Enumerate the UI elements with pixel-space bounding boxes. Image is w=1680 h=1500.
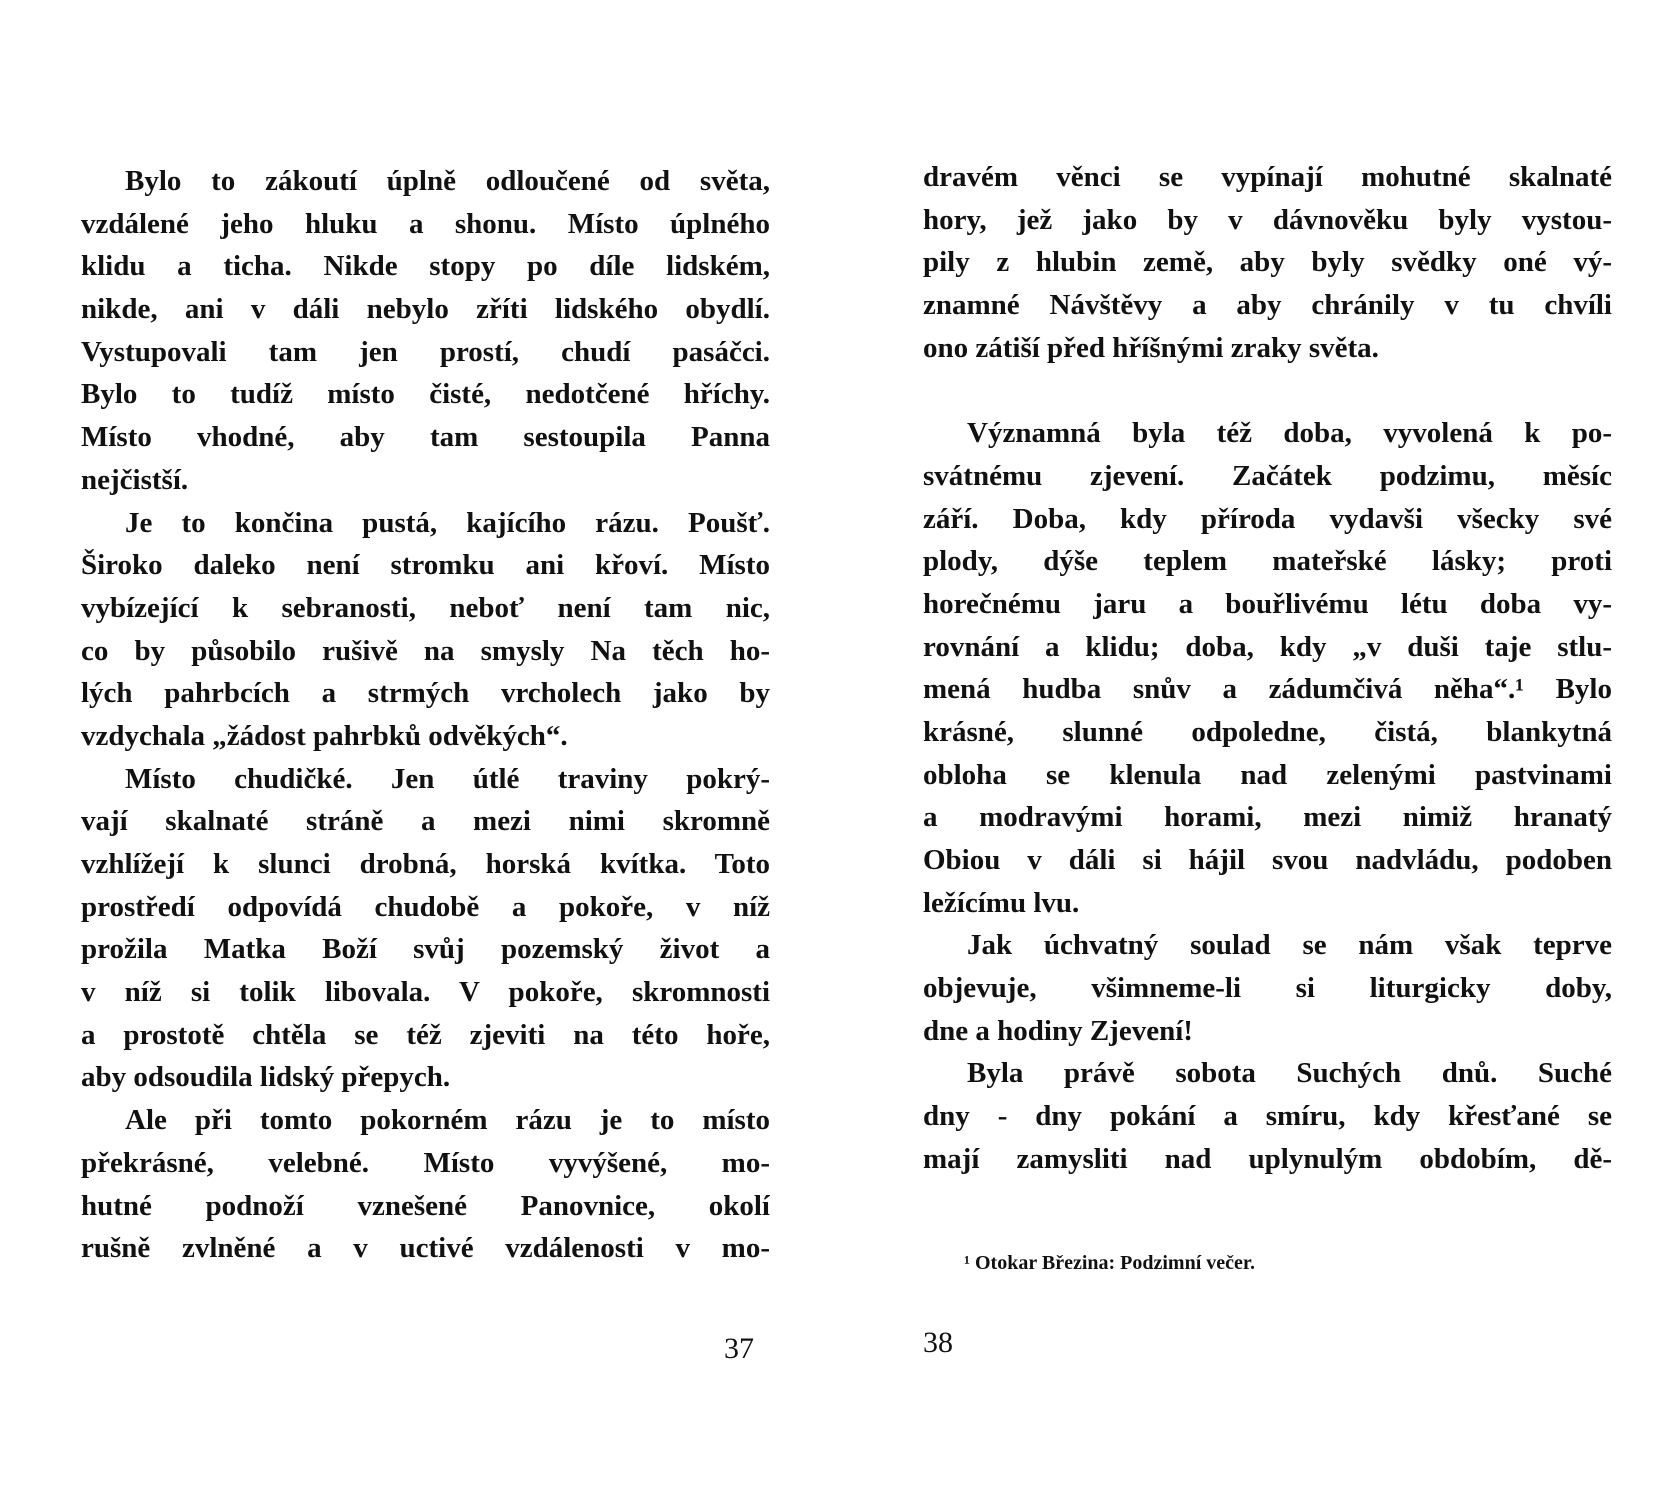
text-line: rovnání a klidu; doba, kdy „v duši taje stlu- <box>923 630 1612 663</box>
text-line: svátnému zjevení. Začátek podzimu, měsíc <box>923 459 1612 492</box>
text-line: Široko daleko není stromku ani křoví. Místo <box>81 549 770 582</box>
text-line: znamné Návštěvy a aby chránily v tu chvíli <box>923 289 1612 322</box>
text-line: Významná byla též doba, vyvolená k po- <box>967 417 1612 450</box>
text-line: vzdálené jeho hluku a shonu. Místo úplného <box>81 207 770 240</box>
text-line: Vystupovali tam jen prostí, chudí pasáčci. <box>81 335 770 368</box>
text-line: v níž si tolik libovala. V pokoře, skromnosti <box>81 976 770 1009</box>
text-line: obloha se klenula nad zelenými pastvinami <box>923 758 1612 791</box>
text-line: ležícímu lvu. <box>923 886 1080 919</box>
text-line: klidu a ticha. Nikde stopy po díle lidském, <box>81 250 770 283</box>
text-line: vají skalnaté stráně a mezi nimi skromně <box>81 805 770 838</box>
text-line: překrásné, velebné. Místo vyvýšené, mo- <box>81 1146 770 1179</box>
text-line: Bylo to zákoutí úplně odloučené od světa, <box>125 165 770 197</box>
text-line: mají zamysliti nad uplynulým obdobím, dě- <box>923 1142 1612 1175</box>
text-line: Bylo to tudíž místo čisté, nedotčené hříchy. <box>81 378 770 411</box>
text-line: krásné, slunné odpoledne, čistá, blankytná <box>923 715 1612 748</box>
text-line: pily z hlubin země, aby byly svědky oné vý- <box>923 246 1612 279</box>
text-line: září. Doba, kdy příroda vydavši všecky své <box>923 502 1612 535</box>
text-line: Jak úchvatný soulad se nám však teprve <box>967 929 1612 962</box>
text-line: objevuje, všimneme-li si liturgicky doby, <box>923 972 1612 1005</box>
text-line: ono zátiší před hříšnými zraky světa. <box>923 331 1379 364</box>
text-line: Obiou v dáli si hájil svou nadvládu, podoben <box>923 844 1612 876</box>
blank-line <box>923 369 1612 412</box>
text-line: Místo vhodné, aby tam sestoupila Panna <box>81 421 770 454</box>
text-line: vzdychala „žádost pahrbků odvěkých“. <box>81 719 568 752</box>
text-line: nejčistší. <box>81 463 189 496</box>
text-line: vzhlížejí k slunci drobná, horská kvítka. Toto <box>81 848 770 880</box>
page-number-right: 38 <box>923 1326 953 1359</box>
text-line: horečnému jaru a bouřlivému létu doba vy- <box>923 587 1612 620</box>
text-line: aby odsoudila lidský přepych. <box>81 1061 451 1094</box>
text-line: Byla právě sobota Suchých dnů. Suché <box>967 1057 1612 1090</box>
text-line: Místo chudičké. Jen útlé traviny pokrý- <box>125 762 770 795</box>
text-line: dravém věnci se vypínají mohutné skalnaté <box>923 161 1612 193</box>
text-line: prožila Matka Boží svůj pozemský život a <box>81 933 770 966</box>
footnote: ¹ Otokar Březina: Podzimní večer. <box>964 1252 1255 1274</box>
text-line: dne a hodiny Zjevení! <box>923 1014 1193 1047</box>
text-line: rušně zvlněné a v uctivé vzdálenosti v mo- <box>81 1232 770 1265</box>
text-line: nikde, ani v dáli nebylo zříti lidského obydlí. <box>81 293 770 326</box>
text-line: Ale při tomto pokorném rázu je to místo <box>125 1104 770 1137</box>
text-line: vybízející k sebranosti, neboť není tam nic, <box>81 591 770 624</box>
text-line: dny - dny pokání a smíru, kdy křesťané se <box>923 1100 1612 1133</box>
text-line: hory, jež jako by v dávnověku byly vystou- <box>923 203 1612 236</box>
right-page-text <box>923 156 1612 1181</box>
text-line: Je to končina pustá, kajícího rázu. Poušť. <box>125 506 770 539</box>
text-line: a prostotě chtěla se též zjeviti na této hoře, <box>81 1018 770 1051</box>
text-line: a modravými horami, mezi nimiž hranatý <box>923 801 1612 834</box>
text-line: prostředí odpovídá chudobě a pokoře, v níž <box>81 890 770 923</box>
text-line: co by působilo rušivě na smysly Na těch ho- <box>81 634 770 667</box>
text-line: plody, dýše teplem mateřské lásky; proti <box>923 545 1612 578</box>
page-number-left: 37 <box>724 1332 754 1365</box>
text-line: mená hudba snův a zádumčivá něha“.¹ Bylo <box>923 673 1612 706</box>
text-line: lých pahrbcích a strmých vrcholech jako by <box>81 677 770 710</box>
left-page-text <box>81 160 770 1270</box>
text-line: hutné podnoží vznešené Panovnice, okolí <box>81 1189 770 1222</box>
